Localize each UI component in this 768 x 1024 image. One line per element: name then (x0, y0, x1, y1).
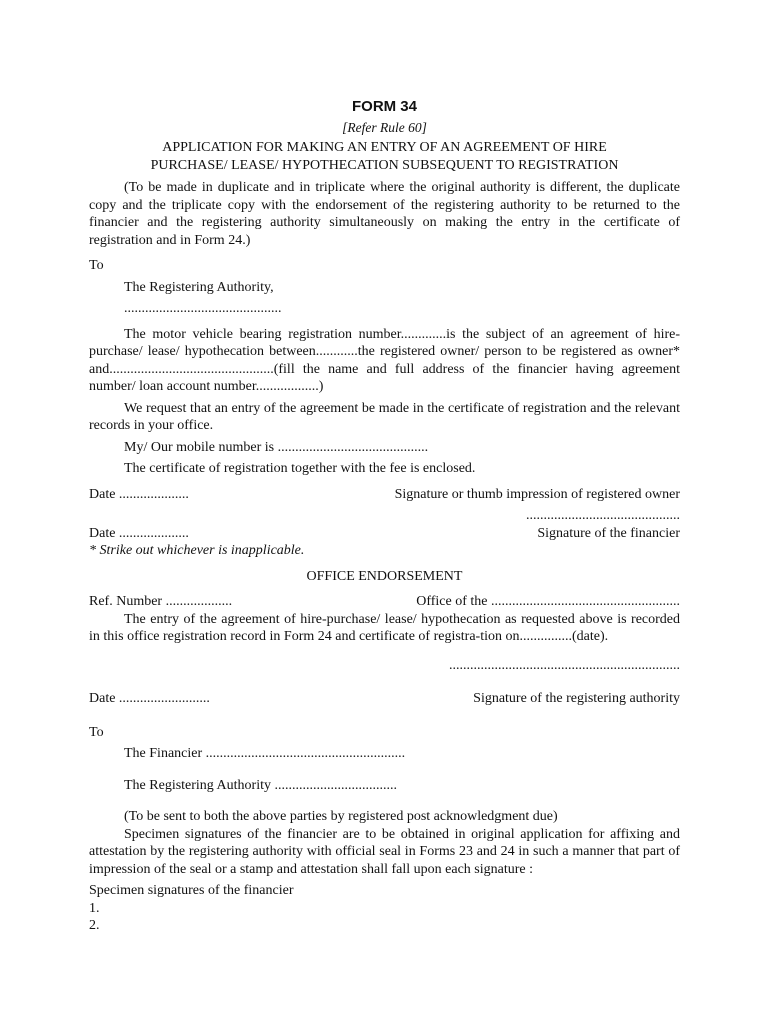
specimen-paragraph: Specimen signatures of the financier are to be obtained in original application for affixing and attestation by the registering authority with official seal in Forms 23 and 24 in such a manner that part of impression of the seal or a stamp and attestation shall fall upon each signature : (89, 826, 680, 877)
to-label-2: To (89, 724, 104, 740)
authority-recipient: The Registering Authority ................................... (124, 777, 397, 793)
ref-number-field: Ref. Number ................... (89, 594, 233, 609)
financier-signature-label: Signature of the financier (537, 525, 680, 541)
strike-out-note: * Strike out whichever is inapplicable. (89, 543, 305, 558)
office-endorsement-title: OFFICE ENDORSEMENT (306, 568, 463, 584)
form-heading (89, 139, 680, 175)
authority-signature-blank: .................................................................. (449, 657, 680, 673)
owner-signature-label: Signature or thumb impression of registered owner (394, 486, 680, 502)
financier-signature-blank: ............................................ (526, 508, 680, 523)
enclosed-line: The certificate of registration together with the fee is enclosed. (124, 461, 476, 476)
date-field-3: Date .......................... (89, 691, 210, 706)
request-paragraph: We request that an entry of the agreement be made in the certificate of registration and the relevant records in your office. (89, 400, 680, 433)
owner-signature-row (89, 486, 680, 504)
to-label: To (89, 258, 104, 273)
form-title: FORM 34 (351, 98, 417, 115)
specimen-label: Specimen signatures of the financier (89, 883, 294, 898)
registering-authority-address: The Registering Authority, (124, 279, 274, 295)
rule-reference: [Refer Rule 60] (342, 119, 427, 135)
authority-blank: ............................................. (124, 301, 282, 316)
heading-line-1: APPLICATION FOR MAKING AN ENTRY OF AN AGREEMENT OF HIRE (162, 140, 607, 155)
specimen-item-2: 2. (89, 918, 100, 933)
authority-signature-label: Signature of the registering authority (473, 691, 680, 706)
authority-signature-row (89, 690, 680, 708)
intro-paragraph: (To be made in duplicate and in triplicate where the original authority is different, the duplicate copy and the triplicate copy with the endorsement of the registering authority to be returned to the financier and the registering authority simultaneously on making the entry in the certificate of registration and in Form 24.) (89, 180, 680, 248)
financier-signature-row (89, 525, 680, 543)
post-note: (To be sent to both the above parties by registered post acknowledgment due) (124, 809, 558, 824)
date-field-1: Date .................... (89, 486, 189, 502)
vehicle-paragraph: The motor vehicle bearing registration number.............is the subject of an agreement of hire-purchase/ lease/ hypothecation between............the registered owner/ person to be registered as owner* and...............................................(fill the name and full address of the financier having agreement number/ loan account number..................) (89, 326, 680, 394)
heading-line-2: PURCHASE/ LEASE/ HYPOTHECATION SUBSEQUENT TO REGISTRATION (150, 158, 619, 173)
form-page (89, 96, 680, 935)
entry-paragraph: The entry of the agreement of hire-purchase/ lease/ hypothecation as requested above is recorded in this office registration record in Form 24 and certificate of registra-tion on...............(date). (89, 611, 680, 644)
office-of-field: Office of the ...................................................... (416, 594, 680, 609)
date-field-2: Date .................... (89, 525, 189, 541)
financier-recipient: The Financier ......................................................... (124, 746, 406, 761)
mobile-number-line: My/ Our mobile number is ........................................... (124, 439, 429, 455)
specimen-item-1: 1. (89, 900, 100, 916)
reference-row (89, 593, 680, 611)
